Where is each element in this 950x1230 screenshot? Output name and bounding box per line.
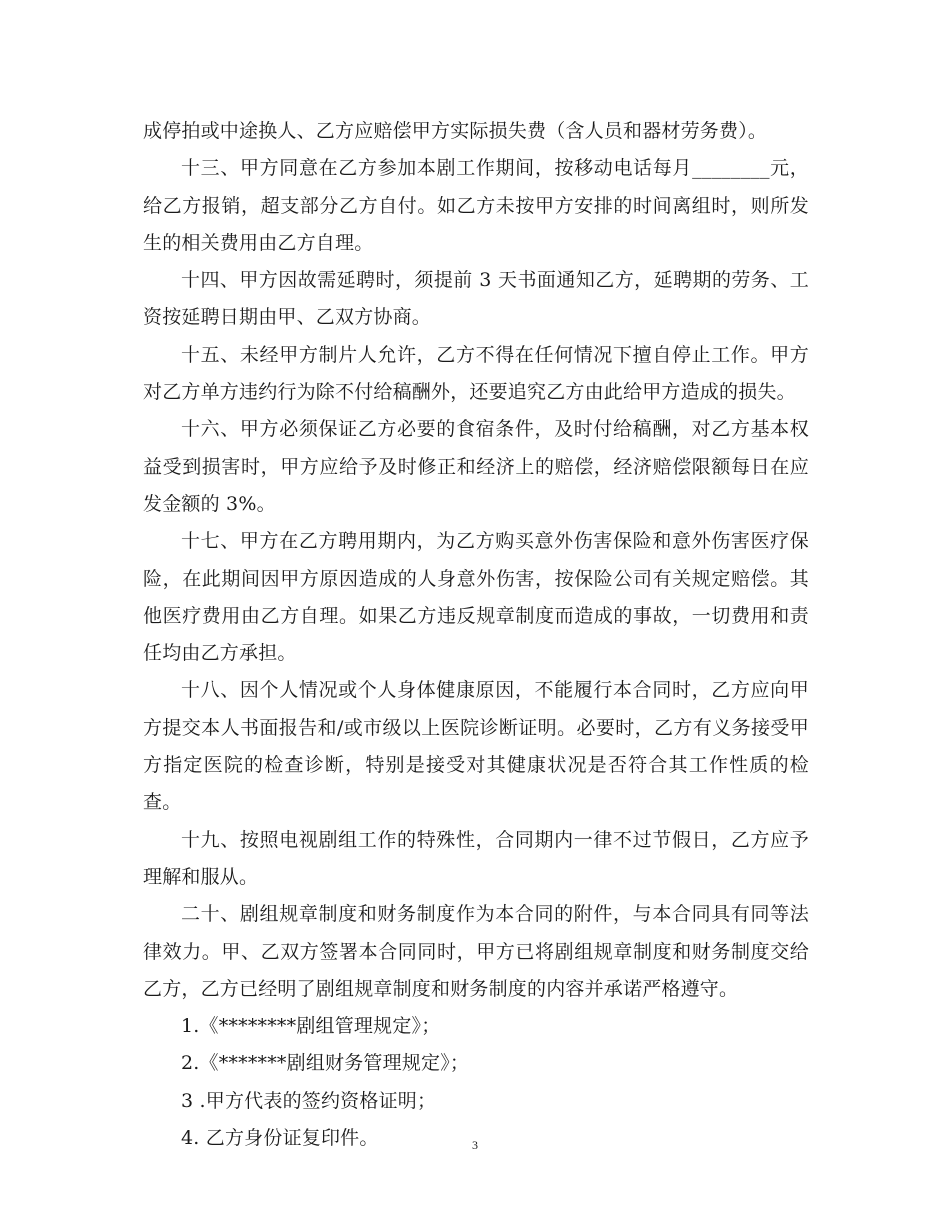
attachment-item: 3 .甲方代表的签约资格证明； bbox=[181, 1089, 437, 1112]
attachment-item: 4. 乙方身份证复印件。 bbox=[181, 1127, 379, 1150]
clause-16: 十六、甲方必须保证乙方必要的食宿条件，及时付给稿酬，对乙方基本权益受到损害时，甲方应给予及时修正和经济上的赔偿，经济赔偿限额每日在应发金额的 3%。 bbox=[143, 418, 809, 515]
attachment-item: 1.《********剧组管理规定》； bbox=[181, 1015, 441, 1038]
attachment-item: 2.《*******剧组财务管理规定》； bbox=[181, 1052, 470, 1075]
clause-14: 十四、甲方因故需延聘时，须提前 3 天书面通知乙方，延聘期的劳务、工资按延聘日期由甲、乙双方协商。 bbox=[143, 269, 809, 329]
clause-19: 十九、按照电视剧组工作的特殊性，合同期内一律不过节假日，乙方应予理解和服从。 bbox=[143, 828, 809, 888]
page-number: 3 bbox=[472, 1138, 478, 1152]
clause-15: 十五、未经甲方制片人允许，乙方不得在任何情况下擅自停止工作。甲方对乙方单方违约行为除不付给稿酬外，还要追究乙方由此给甲方造成的损失。 bbox=[143, 343, 809, 404]
clause-18: 十八、因个人情况或个人身体健康原因，不能履行本合同时，乙方应向甲方提交本人书面报告和/或市级以上医院诊断证明。必要时，乙方有义务接受甲方指定医院的检查诊断，特别是接受对其健康状况是否符合其工作性质的检查。 bbox=[143, 679, 809, 814]
clause-13: 十三、甲方同意在乙方参加本剧工作期间，按移动电话每月________元，给乙方报销，超支部分乙方自付。如乙方未按甲方安排的时间离组时，则所发生的相关费用由乙方自理。 bbox=[143, 157, 809, 254]
clause-20: 二十、剧组规章制度和财务制度作为本合同的附件，与本合同具有同等法律效力。甲、乙双方签署本合同同时，甲方已将剧组规章制度和财务制度交给乙方，乙方已经明了剧组规章制度和财务制度的内容并承诺严格遵守。 bbox=[143, 903, 809, 1000]
paragraph-continuation: 成停拍或中途换人、乙方应赔偿甲方实际损失费（含人员和器材劳务费）。 bbox=[143, 120, 768, 142]
clause-17: 十七、甲方在乙方聘用期内，为乙方购买意外伤害保险和意外伤害医疗保险，在此期间因甲方原因造成的人身意外伤害，按保险公司有关规定赔偿。其他医疗费用由乙方自理。如果乙方违反规章制度而造成的事故，一切费用和责任均由乙方承担。 bbox=[143, 530, 809, 665]
document-body bbox=[143, 113, 809, 1157]
